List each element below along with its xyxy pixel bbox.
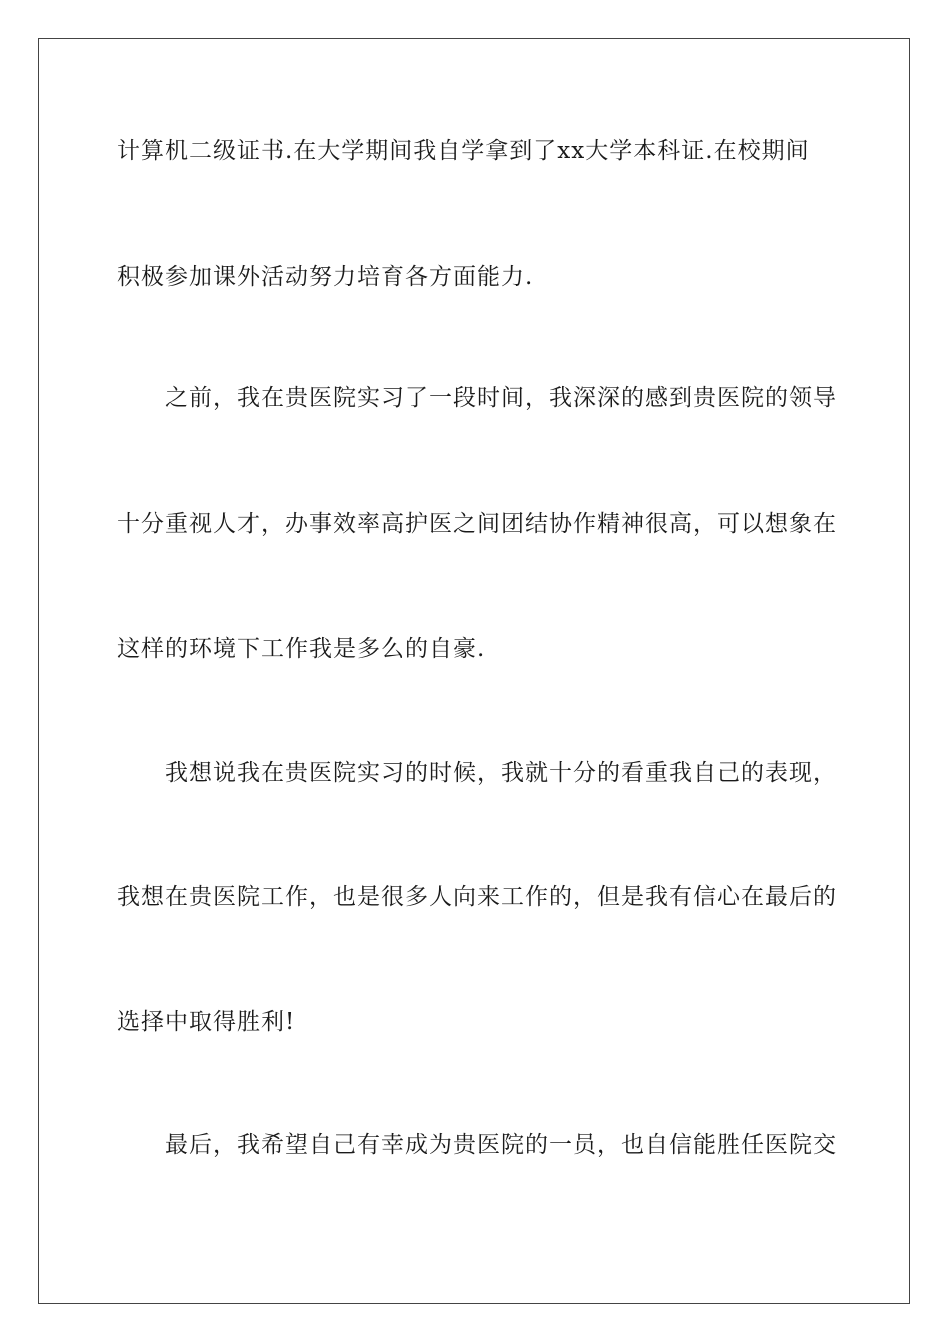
page-border: [38, 38, 910, 1304]
text-line: 这样的环境下工作我是多么的自豪.: [117, 636, 486, 662]
text-line: 计算机二级证书.在大学期间我自学拿到了xx大学本科证.在校期间: [117, 138, 810, 164]
text-line: 选择中取得胜利!: [117, 1009, 296, 1035]
text-line: 我想在贵医院工作，也是很多人向来工作的，但是我有信心在最后的: [117, 884, 837, 910]
paragraph-start-line: 我想说我在贵医院实习的时候，我就十分的看重我自己的表现，: [165, 760, 837, 786]
text-line: 十分重视人才，办事效率高护医之间团结协作精神很高，可以想象在: [117, 511, 837, 537]
text-line: 积极参加课外活动努力培育各方面能力.: [117, 264, 534, 290]
paragraph-start-line: 最后，我希望自己有幸成为贵医院的一员，也自信能胜任医院交: [165, 1132, 837, 1158]
paragraph-start-line: 之前，我在贵医院实习了一段时间，我深深的感到贵医院的领导: [165, 385, 837, 411]
